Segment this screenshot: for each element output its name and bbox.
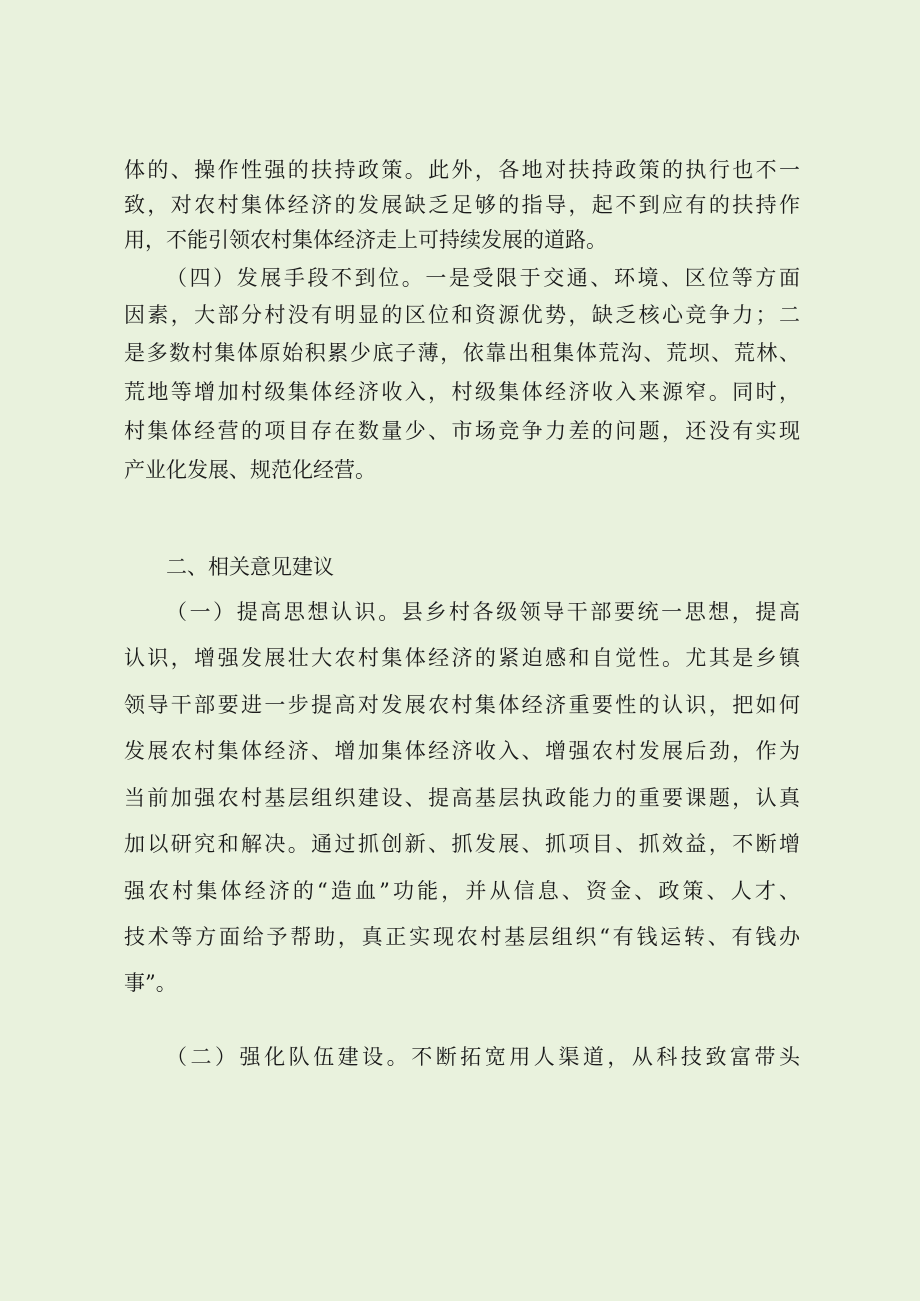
text-line: 领导干部要进一步提高对发展农村集体经济重要性的认识，把如何 bbox=[124, 693, 800, 717]
text-line: 致，对农村集体经济的发展缺乏足够的指导，起不到应有的扶持作 bbox=[124, 193, 800, 217]
text-line: 事”。 bbox=[124, 971, 177, 995]
text-line: 因素，大部分村没有明显的区位和资源优势，缺乏核心竞争力；二 bbox=[124, 303, 800, 327]
text-line: （二）强化队伍建设。不断拓宽用人渠道，从科技致富带头 bbox=[166, 1045, 800, 1069]
text-line: 发展农村集体经济、增加集体经济收入、增强农村发展后劲，作为 bbox=[124, 739, 800, 763]
text-line: 当前加强农村基层组织建设、提高基层执政能力的重要课题，认真 bbox=[124, 786, 800, 810]
text-line: （一）提高思想认识。县乡村各级领导干部要统一思想，提高 bbox=[166, 600, 800, 624]
text-line: 体的、操作性强的扶持政策。此外，各地对扶持政策的执行也不一 bbox=[124, 158, 800, 182]
section-heading: 二、相关意见建议 bbox=[166, 555, 334, 579]
text-line: 强农村集体经济的“造血”功能，并从信息、资金、政策、人才、 bbox=[124, 879, 800, 903]
text-line: 产业化发展、规范化经营。 bbox=[124, 458, 376, 482]
text-line: 加以研究和解决。通过抓创新、抓发展、抓项目、抓效益，不断增 bbox=[124, 832, 800, 856]
text-line: 用，不能引领农村集体经济走上可持续发展的道路。 bbox=[124, 228, 607, 252]
text-line: 村集体经营的项目存在数量少、市场竞争力差的问题，还没有实现 bbox=[124, 419, 800, 443]
text-line: 是多数村集体原始积累少底子薄，依靠出租集体荒沟、荒坝、荒林、 bbox=[124, 341, 800, 365]
text-line: 技术等方面给予帮助，真正实现农村基层组织“有钱运转、有钱办 bbox=[124, 925, 800, 949]
text-line: 荒地等增加村级集体经济收入，村级集体经济收入来源窄。同时， bbox=[124, 380, 800, 404]
text-line: （四）发展手段不到位。一是受限于交通、环境、区位等方面 bbox=[166, 266, 800, 290]
text-line: 认识，增强发展壮大农村集体经济的紧迫感和自觉性。尤其是乡镇 bbox=[124, 646, 800, 670]
